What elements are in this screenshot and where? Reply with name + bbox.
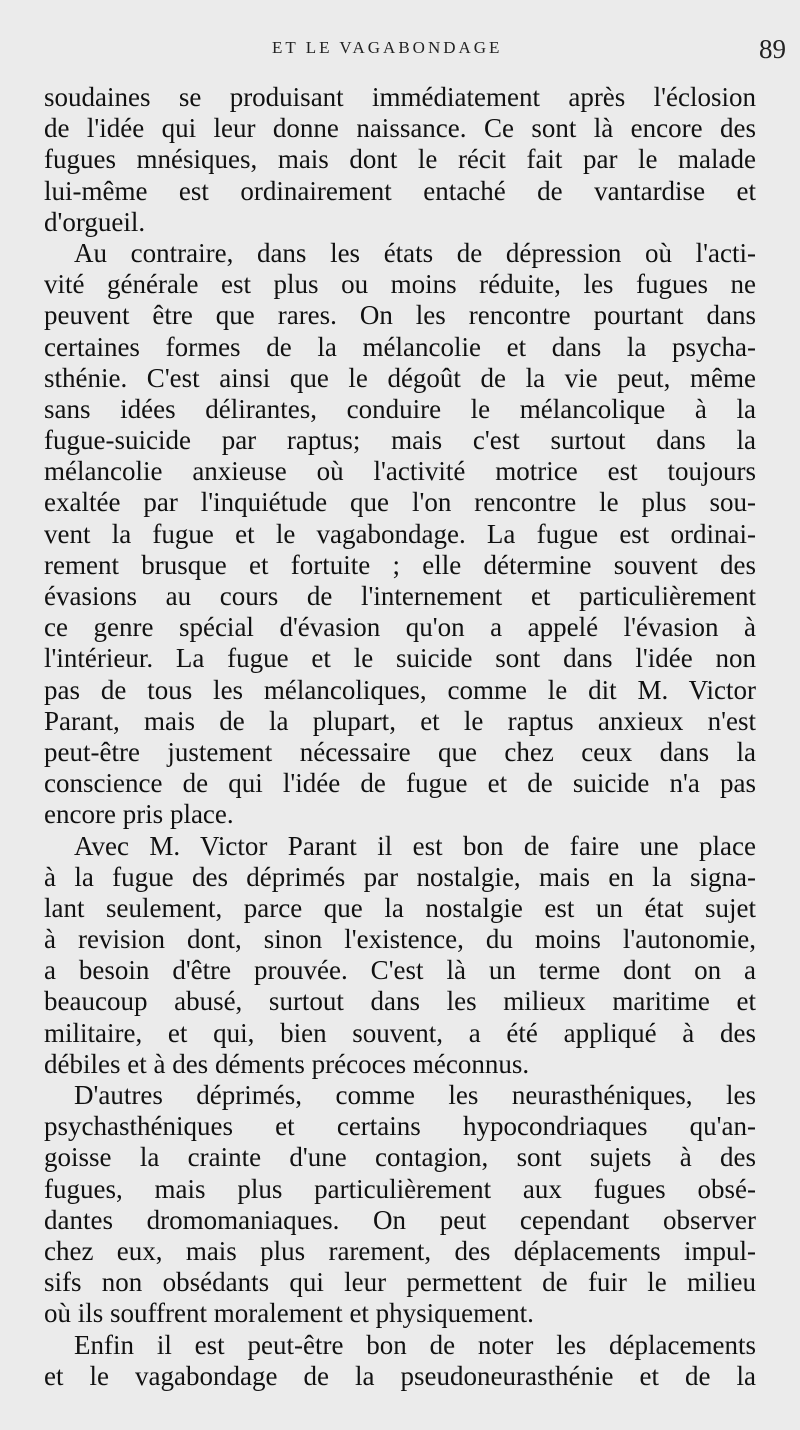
text-line: sifs non obsédants qui leur permettent de fuir le milieu — [44, 1267, 756, 1298]
text-line: soudaines se produisant immédiatement après l'éclosion — [44, 82, 756, 112]
text-line: fugue-suicide par raptus; mais c'est surtout dans la — [44, 425, 756, 456]
text-line: à la fugue des déprimés par nostalgie, mais en la signa- — [44, 861, 756, 892]
text-line: sans idées délirantes, conduire le mélancolique à la — [44, 393, 756, 424]
text-line: débiles et à des déments précoces méconnus. — [44, 1048, 530, 1079]
text-line: pas de tous les mélancoliques, comme le dit M. Victor — [44, 674, 756, 705]
text-line: et le vagabondage de la pseudoneurasthénie et de la — [44, 1360, 756, 1391]
text-line: beaucoup abusé, surtout dans les milieux maritime et — [44, 986, 756, 1017]
text-line: chez eux, mais plus rarement, des déplacements impul- — [44, 1235, 756, 1266]
text-line: certaines formes de la mélancolie et dans la psycha- — [44, 331, 756, 362]
text-line: psychasthéniques et certains hypocondriaques qu'an- — [44, 1111, 756, 1142]
text-line: où ils souffrent moralement et physiquement. — [44, 1298, 534, 1329]
text-line: mélancolie anxieuse où l'activité motrice est toujours — [44, 456, 756, 487]
text-line: ce genre spécial d'évasion qu'on a appelé l'évasion à — [44, 612, 756, 643]
text-line: exaltée par l'inquiétude que l'on rencontre le plus sou- — [44, 487, 756, 518]
page-number: 89 — [759, 34, 786, 64]
text-line: conscience de qui l'idée de fugue et de suicide n'a pas — [44, 768, 756, 799]
text-line: peuvent être que rares. On les rencontre pourtant dans — [44, 300, 756, 331]
text-line: a besoin d'être prouvée. C'est là un terme dont on a — [44, 955, 756, 986]
text-line: goisse la crainte d'une contagion, sont sujets à des — [44, 1142, 756, 1173]
text-line: rement brusque et fortuite ; elle détermine souvent des — [44, 549, 756, 580]
text-line: Parant, mais de la plupart, et le raptus anxieux n'est — [44, 705, 756, 736]
paragraph-start-line: Enfin il est peut-être bon de noter les déplacements — [74, 1329, 756, 1360]
text-line: sthénie. C'est ainsi que le dégoût de la vie peut, même — [44, 362, 756, 393]
text-line: peut-être justement nécessaire que chez ceux dans la — [44, 736, 756, 767]
paragraph-start-line: Au contraire, dans les états de dépression où l'acti- — [74, 237, 756, 268]
text-line: l'intérieur. La fugue et le suicide sont dans l'idée non — [44, 643, 756, 674]
running-title: ET LE VAGABONDAGE — [272, 38, 503, 57]
text-line: lant seulement, parce que la nostalgie est un état sujet — [44, 892, 756, 923]
running-head — [0, 34, 800, 78]
paragraph-start-line: Avec M. Victor Parant il est bon de faire une place — [74, 830, 756, 861]
text-line: d'orgueil. — [44, 206, 146, 237]
body-text — [44, 82, 756, 1392]
text-line: vité générale est plus ou moins réduite, les fugues ne — [44, 269, 756, 300]
text-line: évasions au cours de l'internement et particulièrement — [44, 581, 756, 611]
text-line: vent la fugue et le vagabondage. La fugue est ordinai- — [44, 518, 756, 549]
text-line: fugues mnésiques, mais dont le récit fait par le malade — [44, 144, 756, 175]
text-line: lui-même est ordinairement entaché de vantardise et — [44, 175, 756, 206]
text-line: militaire, et qui, bien souvent, a été appliqué à des — [44, 1017, 756, 1048]
text-line: à revision dont, sinon l'existence, du moins l'autonomie, — [44, 924, 756, 955]
text-line: dantes dromomaniaques. On peut cependant observer — [44, 1204, 756, 1235]
paragraph-start-line: D'autres déprimés, comme les neurasthéniques, les — [74, 1080, 756, 1110]
text-line: de l'idée qui leur donne naissance. Ce sont là encore des — [44, 113, 756, 144]
text-line: fugues, mais plus particulièrement aux fugues obsé- — [44, 1173, 756, 1204]
text-line: encore pris place. — [44, 799, 234, 830]
